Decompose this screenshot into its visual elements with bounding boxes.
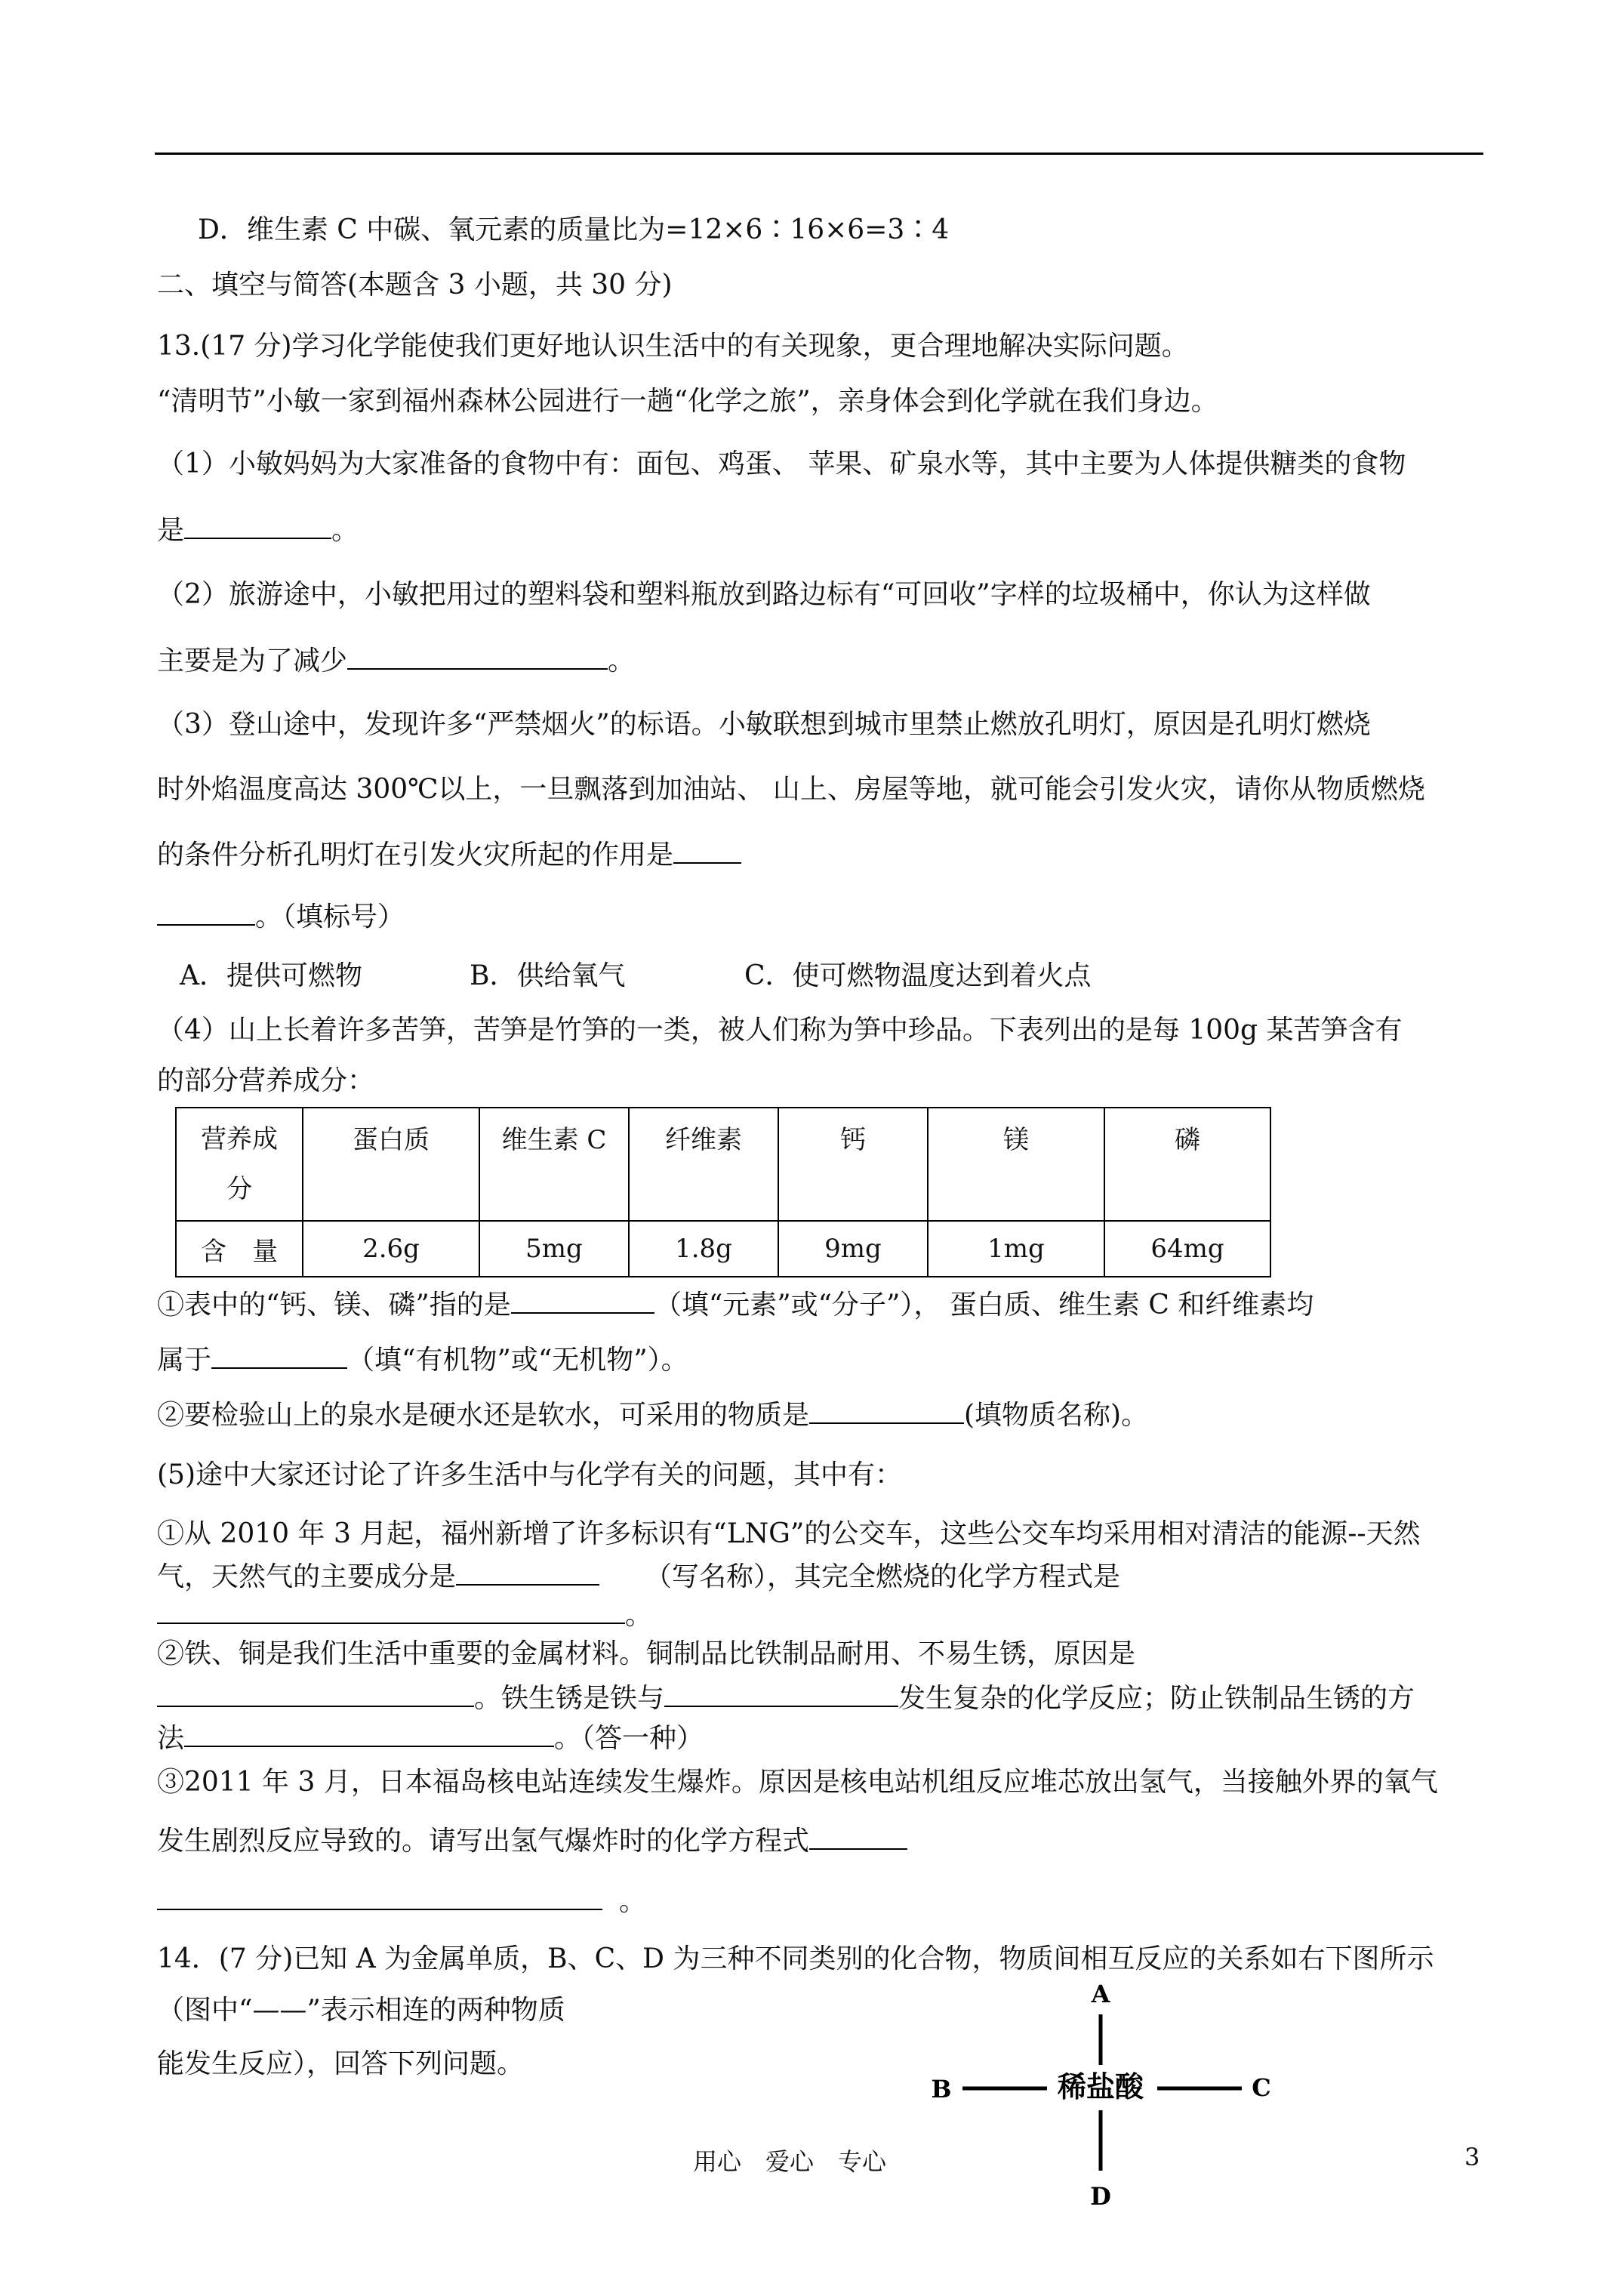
- q13-5-line3: 气，天然气的主要成分是 （写名称），其完全燃烧的化学方程式是: [157, 1561, 1121, 1592]
- answer-blank[interactable]: [184, 1721, 554, 1747]
- q13-3-line1: （3）登山途中，发现许多“严禁烟火”的标语。小敏联想到城市里禁止燃放孔明灯，原因是孔明灯燃烧: [157, 709, 1371, 740]
- q14-line1: 14．(7 分)已知 A 为金属单质，B、C、D 为三种不同类别的化合物，物质间相互反应的关系如右下图所示: [157, 1943, 1434, 1974]
- table-row: [176, 1221, 1270, 1277]
- q13-4-sub2: ②要检验山上的泉水是硬水还是软水，可采用的物质是 (填物质名称)。: [157, 1400, 1149, 1431]
- option-a: A．提供可燃物: [180, 960, 362, 991]
- table-col-header: 磷: [1104, 1108, 1270, 1221]
- q14-line2: （图中“——”表示相连的两种物质: [157, 1995, 565, 2026]
- table-cell: 2.6g: [303, 1221, 479, 1277]
- page-footer: 用心 爱心 专心: [693, 2147, 887, 2176]
- q13-4-line1: （4）山上长着许多苦笋，苦笋是竹笋的一类，被人们称为笋中珍品。下表列出的是每 100g 某苦笋含有: [157, 1015, 1403, 1046]
- nutrition-table: [175, 1107, 1271, 1277]
- q13-title: 13.(17 分)学习化学能使我们更好地认识生活中的有关现象，更合理地解决实际问题。: [157, 331, 1189, 362]
- table-header-label: 营养成 分: [176, 1108, 303, 1221]
- table-cell: 1mg: [928, 1221, 1104, 1277]
- q13-4-sub1: ①表中的“钙、镁、磷”指的是 （填“元素”或“分子”）， 蛋白质、维生素 C 和纤维素均: [157, 1290, 1314, 1321]
- answer-blank[interactable]: [211, 1343, 347, 1369]
- q13-5-line9: 发生剧烈反应导致的。请写出氢气爆炸时的化学方程式: [157, 1824, 907, 1858]
- section-heading: 二、填空与简答(本题含 3 小题，共 30 分): [157, 270, 673, 300]
- q13-4-line2: 的部分营养成分：: [157, 1065, 375, 1096]
- q13-4-sub1b: 属于 （填“有机物”或“无机物”）。: [157, 1345, 688, 1376]
- node-d: D: [1090, 2182, 1111, 2211]
- node-a: A: [1091, 1980, 1110, 2008]
- table-cell: 64mg: [1104, 1221, 1270, 1277]
- node-b: B: [931, 2075, 952, 2103]
- option-d: D．维生素 C 中碳、氧元素的质量比为=12×6∶16×6=3∶4: [198, 214, 950, 245]
- answer-blank[interactable]: [809, 1824, 907, 1850]
- answer-blank[interactable]: [809, 1398, 964, 1424]
- q13-5-line8: ③2011 年 3 月，日本福岛核电站连续发生爆炸。原因是核电站机组反应堆芯放出氢气，当接触外界的氧气: [157, 1767, 1438, 1798]
- answer-blank[interactable]: [184, 513, 331, 539]
- q13-5-line4: 。: [157, 1598, 652, 1632]
- q14-line3: 能发生反应），回答下列问题。: [157, 2048, 525, 2079]
- q13-intro: “清明节”小敏一家到福州森林公园进行一趟“化学之旅”，亲身体会到化学就在我们身边。: [157, 386, 1218, 417]
- q13-3-line2: 时外焰温度高达 300℃以上，一旦飘落到加油站、 山上、房屋等地，就可能会引发火灾，请你从物质燃烧: [157, 774, 1425, 805]
- answer-blank[interactable]: [157, 1885, 602, 1910]
- table-row: [176, 1108, 1270, 1221]
- page-number: 3: [1464, 2143, 1480, 2171]
- node-c: C: [1252, 2073, 1271, 2102]
- reaction-diagram: [925, 1971, 1280, 2220]
- table-col-header: 纤维素: [629, 1108, 778, 1221]
- q13-1-line1: （1）小敏妈妈为大家准备的食物中有：面包、鸡蛋、 苹果、矿泉水等，其中主要为人体提供糖类的食物: [157, 448, 1406, 479]
- table-cell: 5mg: [479, 1221, 629, 1277]
- q13-3-line4: 。（填标号）: [157, 900, 405, 934]
- q13-5-line10: 。: [157, 1885, 646, 1918]
- option-c: C．使可燃物温度达到着火点: [744, 960, 1092, 991]
- q13-5-line6: 。铁生锈是铁与 发生复杂的化学反应；防止铁制品生锈的方: [157, 1681, 1415, 1715]
- answer-blank[interactable]: [673, 838, 741, 864]
- table-col-header: 镁: [928, 1108, 1104, 1221]
- q13-2-line1: （2）旅游途中，小敏把用过的塑料袋和塑料瓶放到路边标有“可回收”字样的垃圾桶中，你认为这样做: [157, 579, 1371, 610]
- q13-3-line3: 的条件分析孔明灯在引发火灾所起的作用是: [157, 838, 741, 872]
- table-row-label: 含 量: [176, 1221, 303, 1277]
- answer-blank[interactable]: [347, 644, 608, 670]
- option-b: B．供给氧气: [470, 960, 626, 991]
- answer-blank[interactable]: [157, 1681, 474, 1707]
- answer-blank[interactable]: [456, 1560, 599, 1586]
- table-cell: 1.8g: [629, 1221, 778, 1277]
- q13-1-line2: 是 。: [157, 515, 359, 546]
- table-col-header: 钙: [778, 1108, 928, 1221]
- answer-blank[interactable]: [157, 900, 255, 926]
- table-cell: 9mg: [778, 1221, 928, 1277]
- q13-5-line7: 法 。（答一种）: [157, 1723, 704, 1754]
- q13-5-line5: ②铁、铜是我们生活中重要的金属材料。铜制品比铁制品耐用、不易生锈，原因是: [157, 1638, 1136, 1669]
- center-label: 稀盐酸: [1057, 2070, 1144, 2103]
- q13-5-line2: ①从 2010 年 3 月起，福州新增了许多标识有“LNG”的公交车，这些公交车均采用相对清洁的能源--天然: [157, 1518, 1421, 1549]
- answer-blank[interactable]: [157, 1598, 625, 1624]
- answer-blank[interactable]: [664, 1681, 898, 1707]
- header-rule: [155, 153, 1483, 155]
- table-col-header: 蛋白质: [303, 1108, 479, 1221]
- table-col-header: 维生素 C: [479, 1108, 629, 1221]
- q13-2-line2: 主要是为了减少 。: [157, 646, 636, 676]
- answer-blank[interactable]: [511, 1288, 654, 1314]
- q13-5-line1: (5)途中大家还讨论了许多生活中与化学有关的问题，其中有：: [157, 1459, 902, 1490]
